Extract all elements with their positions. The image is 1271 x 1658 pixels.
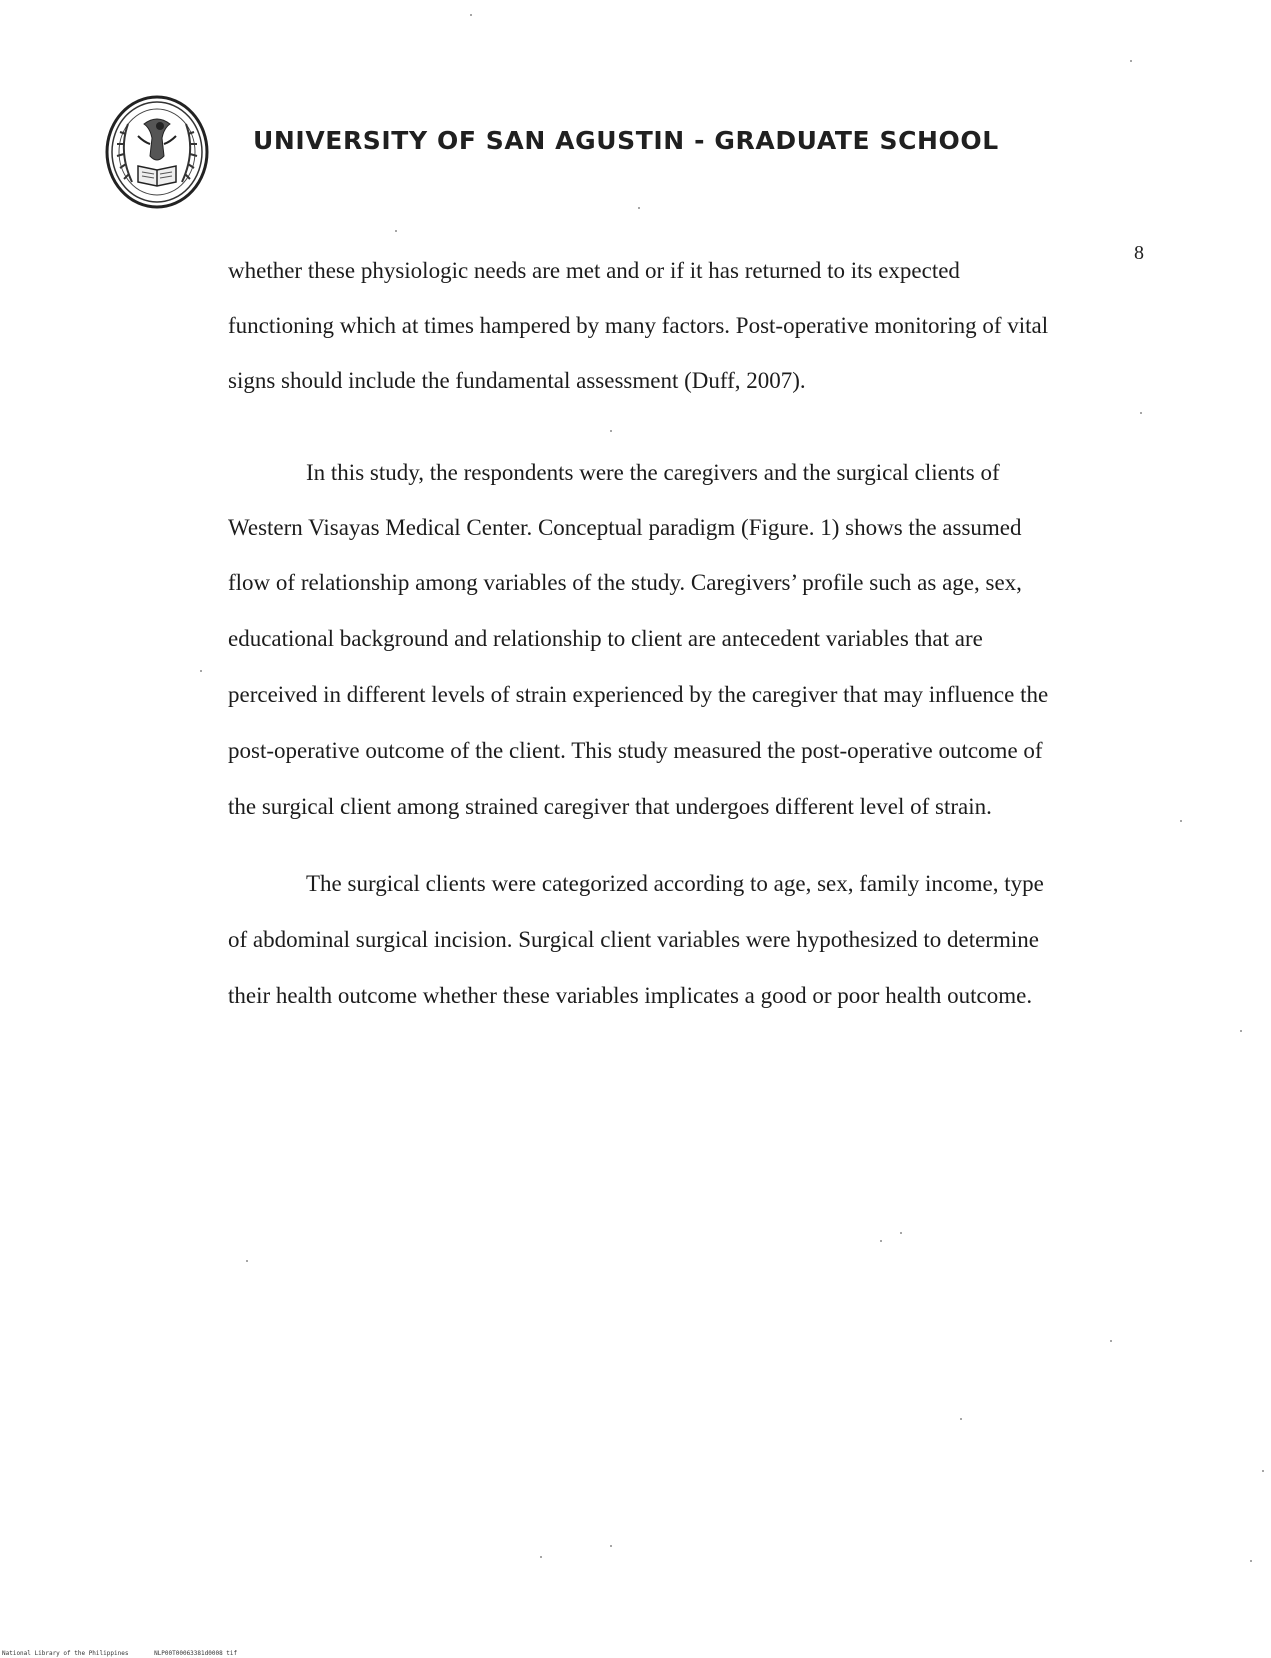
page-number: 8: [1134, 242, 1144, 264]
paragraph-line: whether these physiologic needs are met and or if it has returned to its expected: [228, 258, 960, 283]
footer-code: NLP00T00063381d0008 tif: [154, 1650, 238, 1657]
paragraph-line: educational background and relationship to client are antecedent variables that are: [228, 626, 983, 651]
footer-library: National Library of the Philippines: [2, 1650, 129, 1657]
paragraph-line: The surgical clients were categorized according to age, sex, family income, type: [306, 871, 1044, 896]
scan-footer: [2, 1650, 237, 1657]
header-title: UNIVERSITY OF SAN AGUSTIN - GRADUATE SCHOOL: [253, 126, 999, 155]
paragraph-line: the surgical client among strained caregiver that undergoes different level of strain.: [228, 794, 992, 819]
paragraph-line: perceived in different levels of strain experienced by the caregiver that may influence the: [228, 682, 1049, 707]
paragraph-line: In this study, the respondents were the caregivers and the surgical clients of: [306, 460, 1000, 485]
paragraph-line: post-operative outcome of the client. This study measured the post-operative outcome of: [228, 738, 1043, 763]
paragraph-line: of abdominal surgical incision. Surgical client variables were hypothesized to determine: [228, 927, 1039, 952]
paragraph-line: flow of relationship among variables of the study. Caregivers’ profile such as age, sex,: [228, 570, 1022, 595]
paragraph-line: Western Visayas Medical Center. Conceptual paradigm (Figure. 1) shows the assumed: [228, 515, 1022, 540]
paragraph-line: signs should include the fundamental assessment (Duff, 2007).: [228, 368, 806, 393]
paragraph-line: functioning which at times hampered by many factors. Post-operative monitoring of vital: [228, 313, 1049, 338]
university-seal-icon: [104, 94, 210, 210]
paragraph-line: their health outcome whether these variables implicates a good or poor health outcome.: [228, 983, 1033, 1008]
